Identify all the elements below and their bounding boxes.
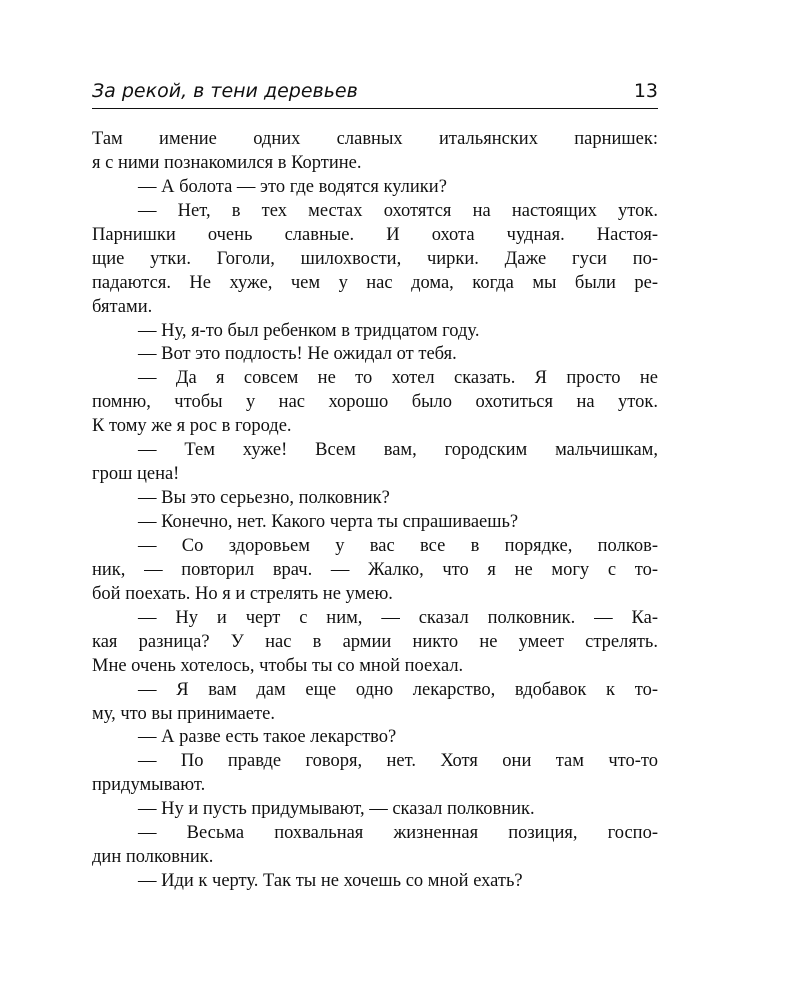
text-line: — Ну, я-то был ребенком в тридцатом году. xyxy=(138,320,480,341)
text-line: Парнишки очень славные. И охота чудная. Настоя- xyxy=(92,224,658,245)
text-line: — Да я совсем не то хотел сказать. Я просто не xyxy=(138,368,658,389)
text-line: Мне очень хотелось, чтобы ты со мной поехал. xyxy=(92,655,464,676)
book-title: За рекой, в тени деревьев xyxy=(92,80,358,102)
text-line: падаются. Не хуже, чем у нас дома, когда мы были ре- xyxy=(92,272,658,293)
text-line: грош цена! xyxy=(92,464,180,485)
text-line: щие утки. Гоголи, шилохвости, чирки. Даже гуси по- xyxy=(92,248,658,269)
page-body-text xyxy=(92,128,658,894)
text-line: — Я вам дам еще одно лекарство, вдобавок к то- xyxy=(138,679,658,700)
text-line: придумывают. xyxy=(92,775,206,796)
text-line: — По правде говоря, нет. Хотя они там что-то xyxy=(138,751,658,772)
text-line: — Иди к черту. Так ты не хочешь со мной ехать? xyxy=(138,871,523,892)
text-line: — А разве есть такое лекарство? xyxy=(138,727,397,748)
text-line: му, что вы принимаете. xyxy=(92,703,275,724)
text-line: — Весьма похвальная жизненная позиция, госпо- xyxy=(138,823,658,844)
page-number: 13 xyxy=(633,80,658,102)
text-line: помню, чтобы у нас хорошо было охотиться на уток. xyxy=(92,392,658,413)
text-line: — Вот это подлость! Не ожидал от тебя. xyxy=(138,344,457,365)
text-line: — Со здоровьем у вас все в порядке, полков- xyxy=(138,535,658,556)
text-line: К тому же я рос в городе. xyxy=(92,416,292,437)
text-line: Там имение одних славных итальянских парнишек: xyxy=(92,129,658,149)
text-line: дин полковник. xyxy=(92,847,214,868)
text-line: — Конечно, нет. Какого черта ты спрашиваешь? xyxy=(138,512,519,532)
text-line: — Нет, в тех местах охотятся на настоящих уток. xyxy=(138,200,658,221)
text-line: бятами. xyxy=(92,296,153,317)
text-line: кая разница? У нас в армии никто не умеет стрелять. xyxy=(92,631,658,652)
text-line: — Вы это серьезно, полковник? xyxy=(138,488,390,509)
text-line: ник, — повторил врач. — Жалко, что я не могу с то- xyxy=(92,559,658,580)
running-header xyxy=(92,78,658,109)
text-line: — Тем хуже! Всем вам, городским мальчишкам, xyxy=(138,440,658,461)
text-line: — Ну и черт с ним, — сказал полковник. — Ка- xyxy=(138,607,658,628)
text-line: бой поехать. Но я и стрелять не умею. xyxy=(92,583,393,604)
text-line: я с ними познакомился в Кортине. xyxy=(92,152,362,173)
text-line: — Ну и пусть придумывают, — сказал полковник. xyxy=(138,799,535,820)
text-line: — А болота — это где водятся кулики? xyxy=(138,176,447,197)
